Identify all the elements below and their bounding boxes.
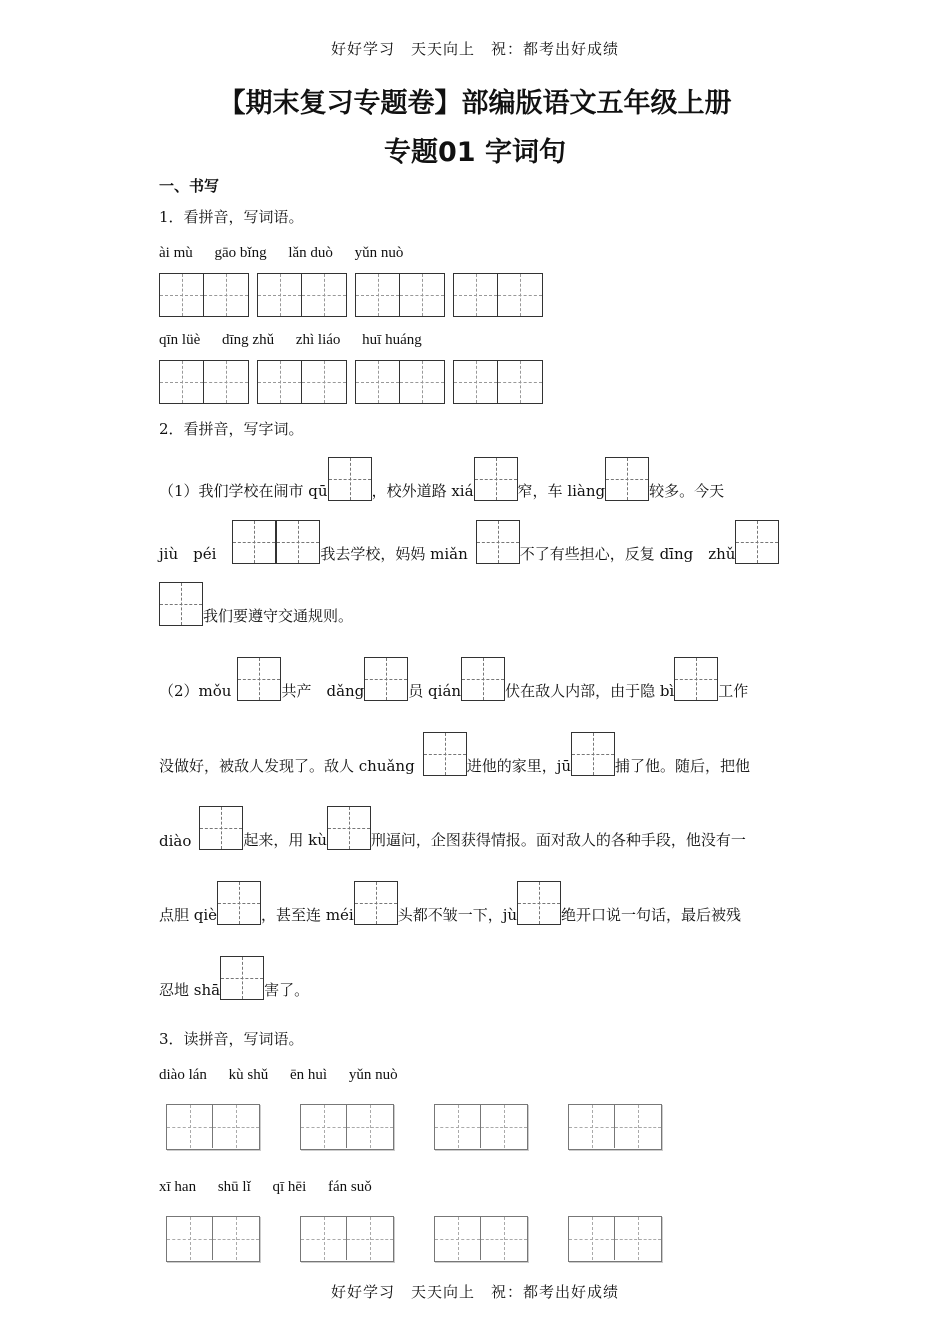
question-1-prompt: 1．看拼音，写词语。 bbox=[159, 208, 304, 226]
question-3-prompt: 3．读拼音，写词语。 bbox=[159, 1030, 304, 1048]
q2-para2-line4 bbox=[159, 881, 741, 925]
sentence-text: diào bbox=[159, 832, 192, 850]
sentence-text: ，甚至连 méi bbox=[261, 906, 354, 924]
pinyin: kù shǔ bbox=[228, 1067, 269, 1083]
char-box[interactable] bbox=[474, 457, 518, 501]
char-box[interactable] bbox=[517, 881, 561, 925]
answer-grid[interactable] bbox=[568, 1104, 662, 1150]
sentence-text: 进他的家里，jū bbox=[466, 757, 572, 775]
sentence-text: 刑逼问，企图获得情报。面对敌人的各种手段，他没有一 bbox=[370, 831, 746, 849]
sentence-text: ，校外道路 xiá bbox=[371, 482, 474, 500]
page-subtitle: 专题01 字词句 bbox=[384, 137, 566, 168]
answer-grid[interactable] bbox=[166, 1216, 260, 1262]
q2-para2-line2 bbox=[159, 732, 750, 776]
answer-grid[interactable] bbox=[159, 360, 249, 404]
char-box[interactable] bbox=[199, 806, 243, 850]
sentence-text: 没做好，被敌人发现了。敌人 chuǎng bbox=[159, 757, 415, 775]
char-box[interactable] bbox=[220, 956, 264, 1000]
sentence-text: 害了。 bbox=[264, 981, 310, 999]
answer-grid[interactable] bbox=[453, 360, 543, 404]
q2-para1-line2 bbox=[159, 520, 779, 564]
q3-pinyin-row-2 bbox=[159, 1179, 390, 1196]
sentence-text: 捕了他。随后，把他 bbox=[615, 757, 751, 775]
char-box[interactable] bbox=[674, 657, 718, 701]
q1-pinyin-row-1 bbox=[159, 245, 421, 262]
char-box[interactable] bbox=[461, 657, 505, 701]
answer-grid[interactable] bbox=[434, 1216, 528, 1262]
answer-grid[interactable] bbox=[257, 360, 347, 404]
sentence-text: 较多。今天 bbox=[649, 482, 725, 500]
pinyin: shū lǐ bbox=[217, 1179, 251, 1195]
pinyin: qī hēi bbox=[272, 1179, 307, 1195]
answer-grid[interactable] bbox=[434, 1104, 528, 1150]
sentence-text: 我们要遵守交通规则。 bbox=[203, 607, 354, 625]
sentence-text: 不了有些担心，反复 dīng zhǔ bbox=[519, 545, 736, 563]
answer-grid[interactable] bbox=[257, 273, 347, 317]
sentence-text: 头都不皱一下，jù bbox=[397, 906, 518, 924]
q1-pinyin-row-2 bbox=[159, 332, 440, 349]
q2-para2-line1 bbox=[159, 657, 748, 701]
char-box[interactable] bbox=[237, 657, 281, 701]
char-box[interactable] bbox=[476, 520, 520, 564]
char-box[interactable] bbox=[605, 457, 649, 501]
pinyin: diào lán bbox=[159, 1067, 207, 1083]
pinyin: fán suǒ bbox=[328, 1179, 372, 1195]
sentence-text: 绝开口说一句话，最后被残 bbox=[561, 906, 742, 924]
char-box[interactable] bbox=[159, 582, 203, 626]
sentence-text: （2）mǒu bbox=[159, 682, 232, 700]
char-box[interactable] bbox=[328, 457, 372, 501]
pinyin: zhì liáo bbox=[295, 332, 341, 348]
q3-pinyin-row-1 bbox=[159, 1067, 416, 1084]
pinyin: ài mù bbox=[159, 245, 193, 261]
q2-para1-line3 bbox=[159, 582, 353, 626]
section-heading: 一、书写 bbox=[159, 177, 220, 195]
char-box[interactable] bbox=[423, 732, 467, 776]
q2-para1-line1 bbox=[159, 457, 724, 501]
pinyin: dīng zhǔ bbox=[222, 332, 275, 348]
char-box[interactable] bbox=[735, 520, 779, 564]
page-header: 好好学习 天天向上 祝：都考出好成绩 bbox=[330, 40, 619, 58]
page-footer: 好好学习 天天向上 祝：都考出好成绩 bbox=[330, 1283, 619, 1301]
answer-grid[interactable] bbox=[355, 273, 445, 317]
char-box[interactable] bbox=[364, 657, 408, 701]
pinyin: yǔn nuò bbox=[354, 245, 404, 261]
pinyin: qīn lüè bbox=[159, 332, 201, 348]
sentence-text: 窄，车 liàng bbox=[517, 482, 606, 500]
pinyin: gāo bǐng bbox=[214, 245, 267, 261]
pinyin: lǎn duò bbox=[288, 245, 333, 261]
page-title: 【期末复习专题卷】部编版语文五年级上册 bbox=[218, 88, 732, 119]
answer-grid[interactable] bbox=[568, 1216, 662, 1262]
sentence-text: 起来，用 kù bbox=[243, 831, 327, 849]
answer-grid[interactable] bbox=[453, 273, 543, 317]
sentence-text: 共产 dǎng bbox=[281, 682, 365, 700]
sentence-text: 伏在敌人内部，由于隐 bì bbox=[505, 682, 675, 700]
q2-para2-line3 bbox=[159, 806, 746, 850]
question-2-prompt: 2．看拼音，写字词。 bbox=[159, 420, 304, 438]
sentence-text: jiù péi bbox=[159, 545, 217, 563]
pinyin: ēn huì bbox=[290, 1067, 328, 1083]
pinyin: xī han bbox=[159, 1179, 197, 1195]
char-box[interactable] bbox=[571, 732, 615, 776]
char-box[interactable] bbox=[327, 806, 371, 850]
char-box[interactable] bbox=[217, 881, 261, 925]
char-box[interactable] bbox=[276, 520, 320, 564]
sentence-text: 忍地 shā bbox=[159, 981, 221, 999]
pinyin: yǔn nuò bbox=[348, 1067, 398, 1083]
sentence-text: 员 qián bbox=[408, 682, 462, 700]
char-box[interactable] bbox=[232, 520, 276, 564]
sentence-text: 工作 bbox=[718, 682, 749, 700]
sentence-text: 我去学校，妈妈 miǎn bbox=[320, 545, 468, 563]
q2-para2-line5 bbox=[159, 956, 309, 1000]
answer-grid[interactable] bbox=[166, 1104, 260, 1150]
answer-grid[interactable] bbox=[300, 1104, 394, 1150]
answer-grid[interactable] bbox=[159, 273, 249, 317]
answer-grid[interactable] bbox=[300, 1216, 394, 1262]
pinyin: huī huáng bbox=[362, 332, 422, 348]
answer-grid[interactable] bbox=[355, 360, 445, 404]
sentence-text: 点胆 qiè bbox=[159, 906, 218, 924]
char-box[interactable] bbox=[354, 881, 398, 925]
sentence-text: （1）我们学校在闹市 qū bbox=[159, 482, 328, 500]
